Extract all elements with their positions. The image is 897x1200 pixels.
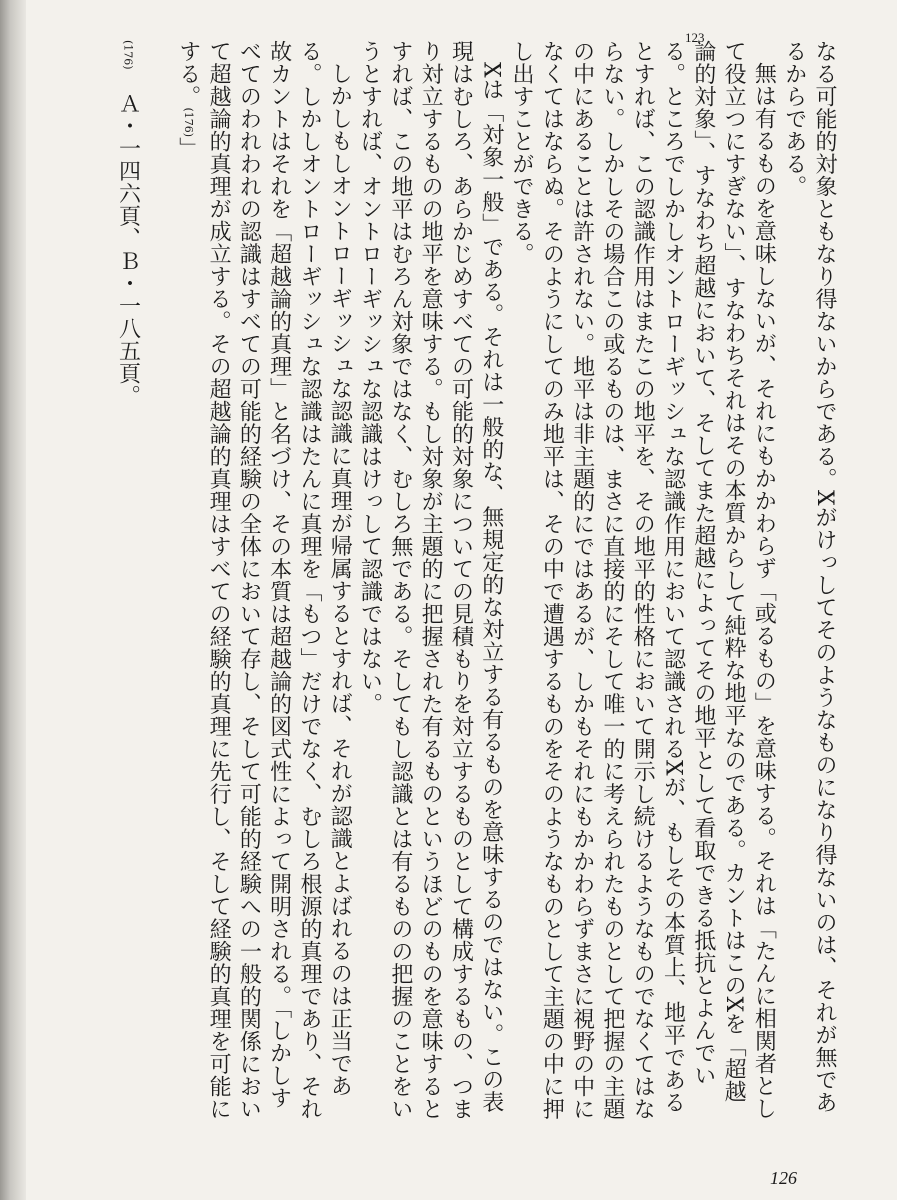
closing-quote: 」	[175, 137, 201, 160]
margin-page-reference: 123	[685, 30, 705, 45]
footnote-reference: (176)	[181, 107, 195, 138]
page-gutter-shadow	[0, 0, 26, 1200]
paragraph-object-general: Xは「対象一般」である。それは一般的な、無規定的な対立する有るものを意味するのではない。この表現はむしろ、あらかじめすべての可能的対象についての見積もりを対立するものとして構成するもの、つまり対立するものの地平を意味する。もし対象が主題的に把握された有るものというほどのものを意味するとすれば、この地平はむろん対象ではなく、むしろ無である。そしてもし認識とは有るものの把握のことをいうとすれば、オントローギッシュな認識はけっして認識ではない。	[357, 40, 504, 1120]
footnote-spacer	[142, 40, 172, 1120]
footnote-mark: (176)	[121, 40, 135, 70]
page-number: 126	[770, 1168, 797, 1188]
footnote-text: Ａ・一四六頁、Ｂ・一八五頁。	[115, 92, 141, 408]
paragraph-transcendental-truth	[172, 40, 354, 1120]
paragraph-transcendental-truth-text: しかしもしオントローギッシュな認識に真理が帰属するとすれば、それが認識とよばれるのは正当である。しかしオントローギッシュな認識はたんに真理を「もつ」だけでなく、むしろ根源的真理であり、それ故カントはそれを「超越論的真理」と名づけ、その本質は超越論的図式性によって開明される。「しかしすべてのわれわれの認識はすべての可能的経験の全体において存し、そして可能的経験への一般的関係において超越論的真理が成立する。その超越論的真理はすべての経験的真理に先行し、そして経験的真理を可能にする。	[175, 40, 353, 1120]
vertical-text-body	[112, 40, 839, 1120]
paragraph-continuation: なる可能的対象ともなり得ないからである。Xがけっしてそのようなものになり得ないのは、それが無であるからである。	[781, 40, 837, 1114]
paragraph-horizon: 無は有るものを意味しないが、それにもかかわらず「或るもの」を意味する。それは「たんに相関者として役立つにすぎない」、すなわちそれはその本質からして純粋な地平なのである。カントはこのXを「超越論的対象」、すなわち超越において、そしてまた超越によってその地平として看取できる抵抗とよんでいる。ところでしかしオントローギッシュな認識作用において認識されるXが、もしその本質上、地平であるとすれば、この認識作用はまたこの地平を、その地平的性格において開示し続けるようなものでなくてはならない。しかしその場合この或るものは、まさに直接的にそして唯一的に考えられたものとして把握の主題の中にあることは許されない。地平は非主題的にではあるが、しかもそれにもかかわらずまさに視野の中になくてはならぬ。そのようにしてのみ地平は、その中で遭遇するものをそのようなものとして主題の中に押し出すことができる。	[509, 40, 777, 1120]
footnote	[112, 40, 142, 1120]
